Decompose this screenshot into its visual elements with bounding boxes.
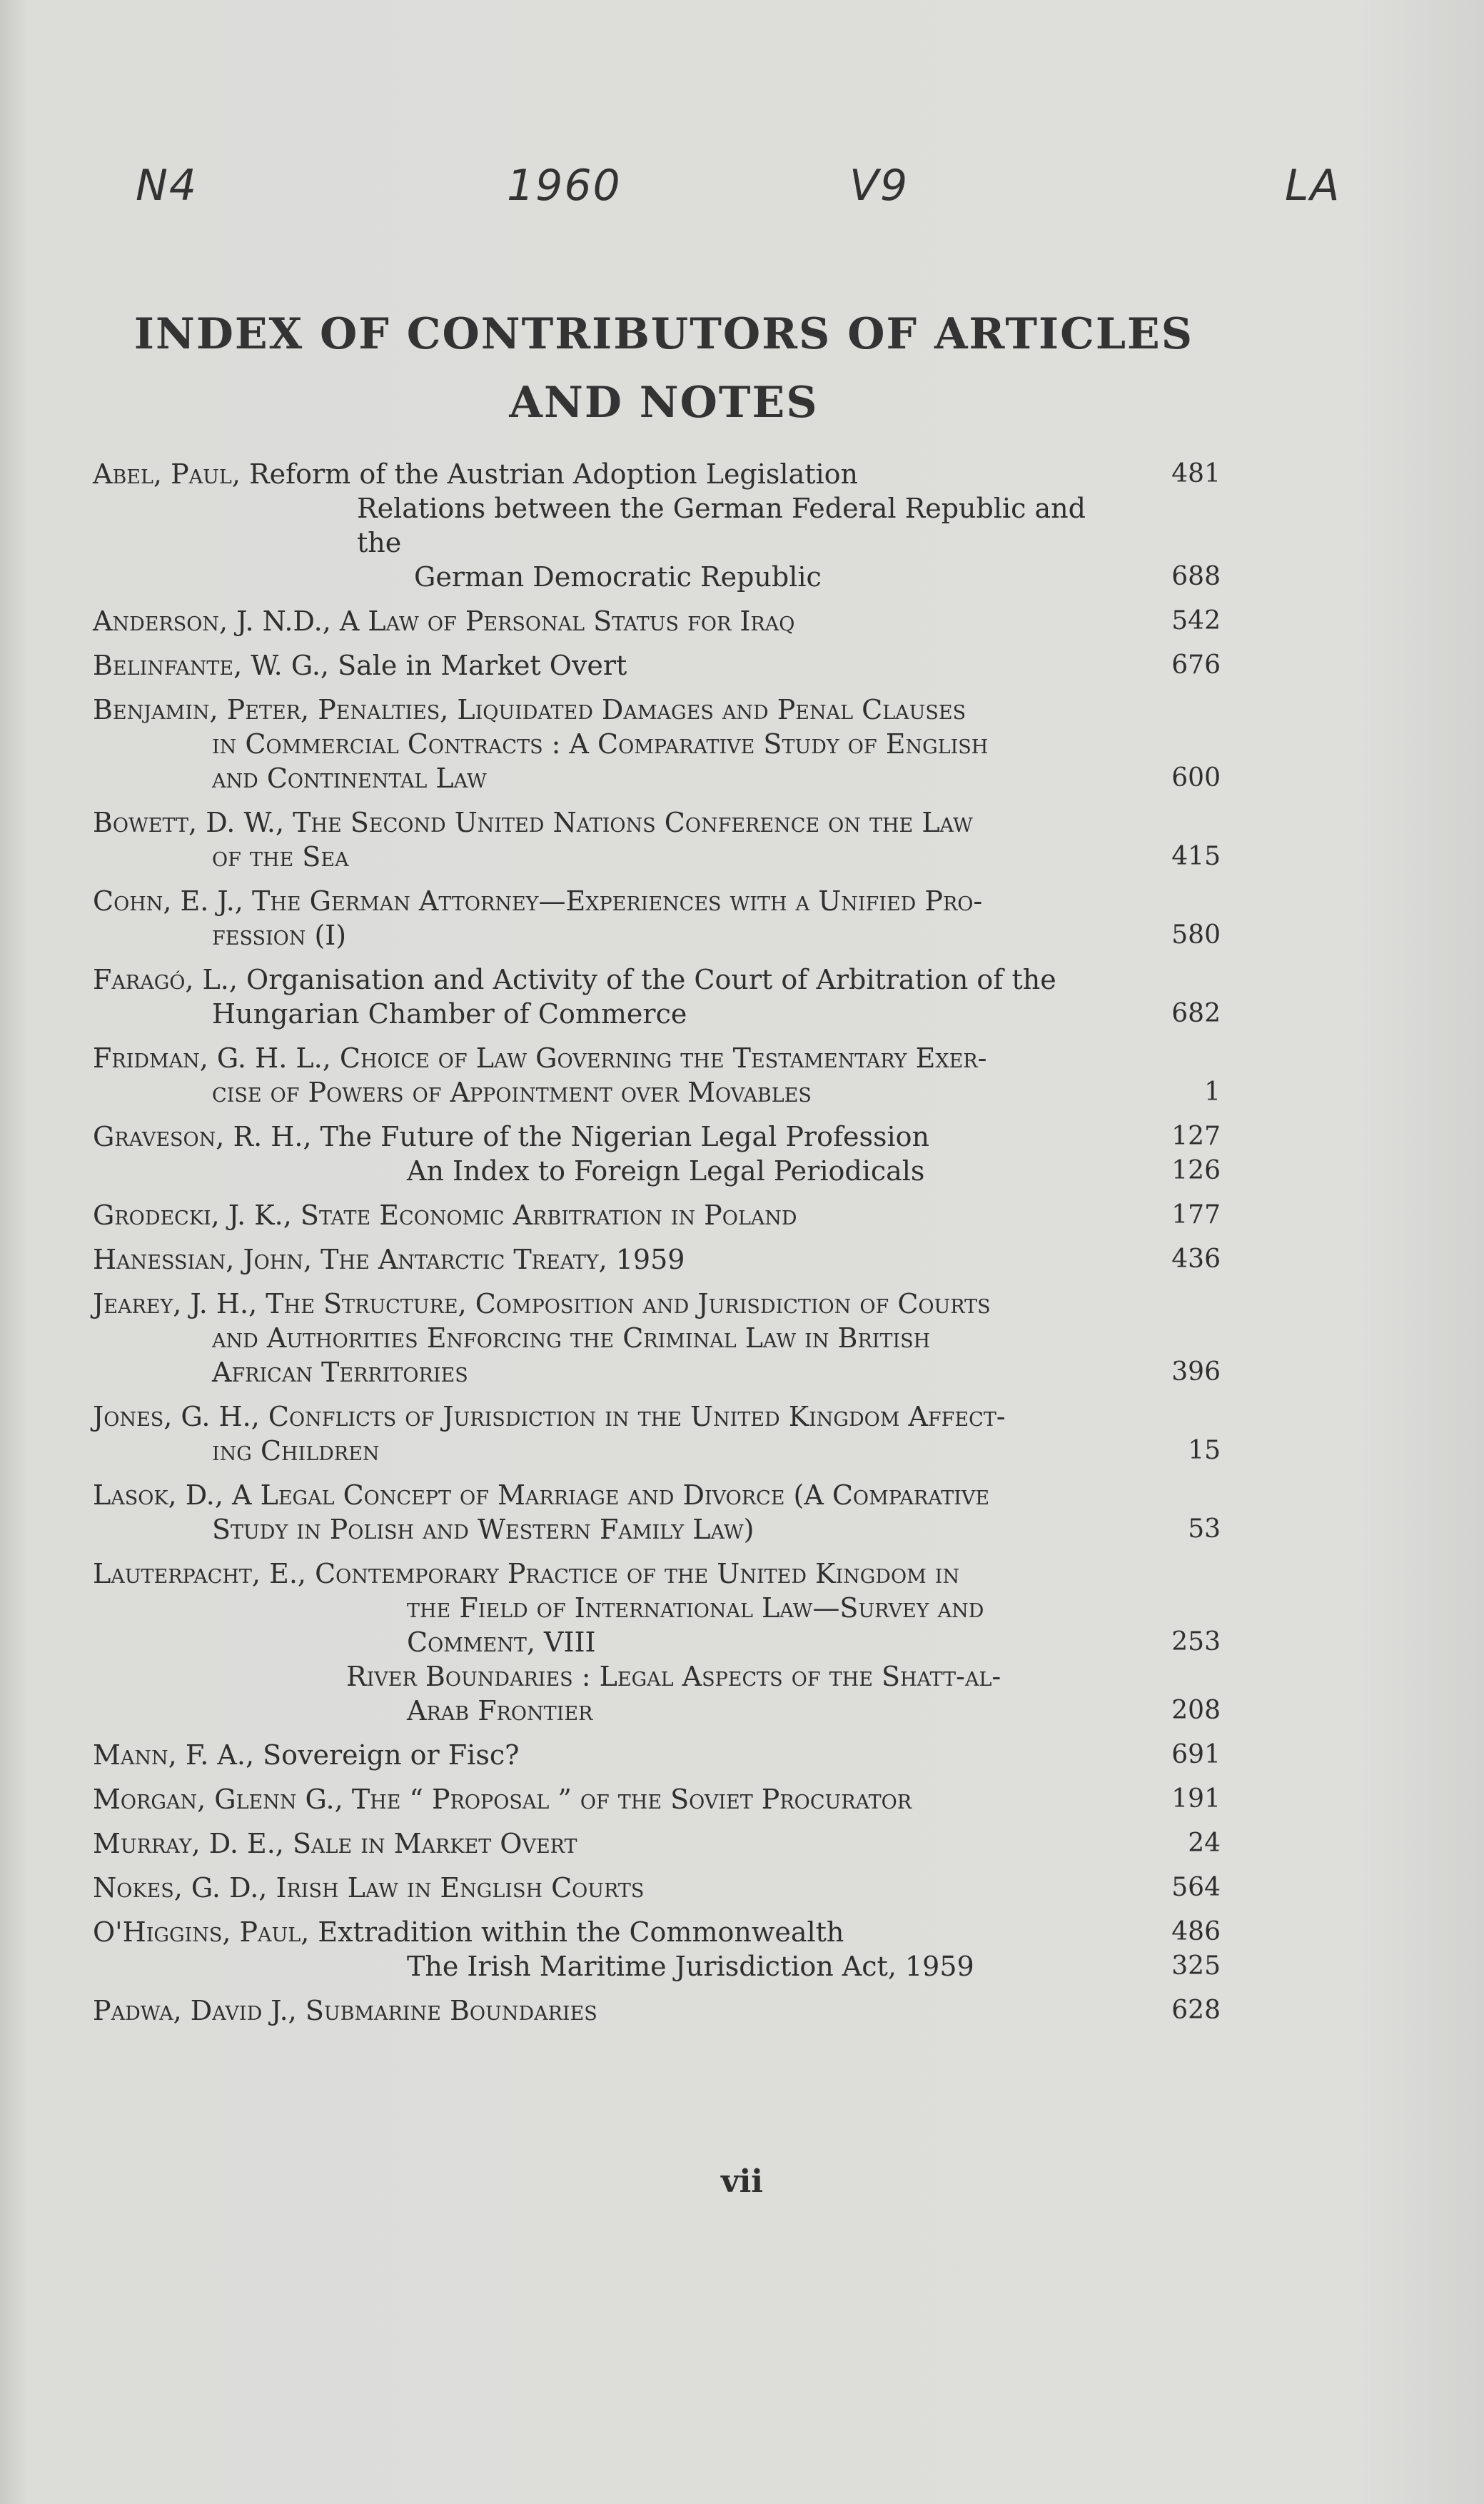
- article-title: and Authorities Enforcing the Criminal Law in British: [212, 1322, 931, 1354]
- page-number: 628: [1171, 1996, 1221, 2025]
- article-title: Sale in Market Overt: [292, 1828, 577, 1859]
- article-title: The Structure, Composition and Jurisdiction of Courts: [266, 1288, 991, 1319]
- handwritten-annotation: 1960: [507, 161, 622, 211]
- index-entry: [93, 1993, 1221, 2028]
- index-entry: [93, 1198, 1221, 1232]
- handwritten-annotation: V9: [849, 161, 909, 211]
- index-entry: [93, 962, 1221, 1031]
- article-title: The German Attorney—Experiences with a Unified Pro-: [251, 885, 983, 917]
- article-title: Extradition within the Commonwealth: [318, 1916, 844, 1948]
- author-name: Lauterpacht, E.,: [93, 1558, 306, 1589]
- author-name: Nokes, G. D.,: [93, 1872, 268, 1904]
- index-entry: [93, 1242, 1221, 1277]
- index-entry: [93, 884, 1221, 952]
- article-title: The “ Proposal ” of the Soviet Procurator: [351, 1784, 912, 1815]
- article-title: The Irish Maritime Jurisdiction Act, 1959: [407, 1951, 974, 1982]
- title-line: AND NOTES: [509, 378, 819, 428]
- page-number: 436: [1171, 1245, 1221, 1274]
- article-title: German Democratic Republic: [414, 561, 822, 593]
- article-title: Comment, VIII: [407, 1626, 596, 1658]
- article-title: African Territories: [212, 1357, 468, 1388]
- article-title: River Boundaries : Legal Aspects of the Shatt-al-: [346, 1661, 1001, 1692]
- article-title: Irish Law in English Courts: [276, 1872, 645, 1904]
- author-name: Anderson, J. N.D.,: [93, 605, 331, 637]
- article-title: The Antarctic Treaty, 1959: [320, 1244, 685, 1275]
- page-number: 481: [1171, 459, 1221, 488]
- handwritten-annotation: LA: [1285, 161, 1341, 211]
- article-title: A Legal Concept of Marriage and Divorce (A Comparative: [232, 1479, 990, 1511]
- article-title: Choice of Law Governing the Testamentary Exer-: [339, 1042, 987, 1074]
- page-number: 253: [1171, 1627, 1221, 1656]
- index-entry: [93, 1557, 1221, 1728]
- author-name: Belinfante, W. G.,: [93, 650, 329, 681]
- author-name: Grodecki, J. K.,: [93, 1200, 292, 1231]
- author-name: Bowett, D. W.,: [93, 807, 285, 838]
- author-name: O'Higgins, Paul,: [93, 1916, 310, 1948]
- author-name: Padwa, David J.,: [93, 1995, 297, 2026]
- author-name: Faragó, L.,: [93, 964, 238, 995]
- article-title: Sale in Market Overt: [338, 650, 627, 681]
- page-number: 542: [1171, 606, 1221, 635]
- index-entry: [93, 648, 1221, 683]
- article-title: Arab Frontier: [407, 1695, 593, 1726]
- index-entry: [93, 1399, 1221, 1468]
- page-number: 177: [1171, 1200, 1221, 1230]
- article-title: Sovereign or Fisc?: [263, 1739, 520, 1771]
- article-title: ing Children: [212, 1435, 380, 1467]
- index-entry: [93, 1041, 1221, 1110]
- page-number: 24: [1188, 1829, 1221, 1858]
- page-number: 396: [1171, 1357, 1221, 1387]
- author-name: Fridman, G. H. L.,: [93, 1042, 331, 1074]
- index-entry: [93, 1782, 1221, 1816]
- article-title: An Index to Foreign Legal Periodicals: [407, 1155, 925, 1187]
- article-title: Reform of the Austrian Adoption Legislation: [249, 458, 858, 490]
- article-title: Penalties, Liquidated Damages and Penal Clauses: [318, 694, 966, 725]
- article-title: The Second United Nations Conference on the Law: [293, 807, 973, 838]
- author-name: Murray, D. E.,: [93, 1828, 284, 1859]
- article-title: Relations between the German Federal Republic and the: [357, 493, 1086, 558]
- title-line: INDEX OF CONTRIBUTORS OF ARTICLES: [133, 309, 1194, 359]
- index-entry: [93, 1478, 1221, 1547]
- author-name: Morgan, Glenn G.,: [93, 1784, 343, 1815]
- page-number: 415: [1171, 842, 1221, 871]
- page-number: 126: [1171, 1156, 1221, 1185]
- article-title: and Continental Law: [212, 763, 487, 794]
- page-number: 1: [1204, 1077, 1221, 1107]
- author-name: Cohn, E. J.,: [93, 885, 243, 917]
- page-number: 15: [1188, 1436, 1221, 1465]
- article-title: The Future of the Nigerian Legal Profession: [320, 1121, 930, 1152]
- contributors-index: [93, 457, 1221, 2038]
- page-number: 325: [1171, 1951, 1221, 1981]
- page-title: [107, 300, 1221, 437]
- page-number: 191: [1171, 1784, 1221, 1814]
- author-name: Graveson, R. H.,: [93, 1121, 312, 1152]
- index-entry: [93, 1915, 1221, 1983]
- index-entry: [93, 693, 1221, 795]
- author-name: Abel, Paul,: [93, 458, 241, 490]
- article-title: in Commercial Contracts : A Comparative Study of English: [212, 728, 989, 760]
- page-number: 682: [1171, 999, 1221, 1028]
- author-name: Hanessian, John,: [93, 1244, 313, 1275]
- article-title: Organisation and Activity of the Court of Arbitration of the: [246, 964, 1056, 995]
- page-number: 208: [1171, 1696, 1221, 1725]
- author-name: Jearey, J. H.,: [93, 1288, 258, 1319]
- page-folio: vii: [721, 2163, 763, 2200]
- index-entry: [93, 1738, 1221, 1772]
- index-entry: [93, 604, 1221, 638]
- page-number: 564: [1171, 1873, 1221, 1902]
- page-number: 688: [1171, 562, 1221, 591]
- handwritten-annotation: N4: [136, 161, 198, 211]
- index-entry: [93, 1287, 1221, 1389]
- index-entry: [93, 1871, 1221, 1905]
- author-name: Jones, G. H.,: [93, 1401, 260, 1432]
- article-title: fession (I): [212, 920, 347, 951]
- page-number: 676: [1171, 650, 1221, 680]
- index-entry: [93, 805, 1221, 874]
- article-title: A Law of Personal Status for Iraq: [339, 605, 795, 637]
- article-title: of the Sea: [212, 841, 349, 873]
- author-name: Lasok, D.,: [93, 1479, 223, 1511]
- article-title: cise of Powers of Appointment over Movables: [212, 1077, 812, 1108]
- author-name: Benjamin, Peter,: [93, 694, 310, 725]
- page-number: 600: [1171, 763, 1221, 793]
- article-title: State Economic Arbitration in Poland: [300, 1200, 797, 1231]
- index-entry: [93, 457, 1221, 594]
- page-number: 486: [1171, 1917, 1221, 1946]
- article-title: Hungarian Chamber of Commerce: [212, 998, 687, 1030]
- article-title: the Field of International Law—Survey and: [407, 1592, 984, 1624]
- page-number: 580: [1171, 920, 1221, 950]
- article-title: Conflicts of Jurisdiction in the United Kingdom Affect-: [268, 1401, 1006, 1432]
- article-title: Contemporary Practice of the United Kingdom in: [315, 1558, 960, 1589]
- author-name: Mann, F. A.,: [93, 1739, 255, 1771]
- index-entry: [93, 1826, 1221, 1861]
- page-number: 691: [1171, 1740, 1221, 1769]
- page-number: 127: [1171, 1122, 1221, 1151]
- article-title: Submarine Boundaries: [305, 1995, 597, 2026]
- page-number: 53: [1188, 1514, 1221, 1544]
- article-title: Study in Polish and Western Family Law): [212, 1514, 754, 1545]
- index-entry: [93, 1120, 1221, 1188]
